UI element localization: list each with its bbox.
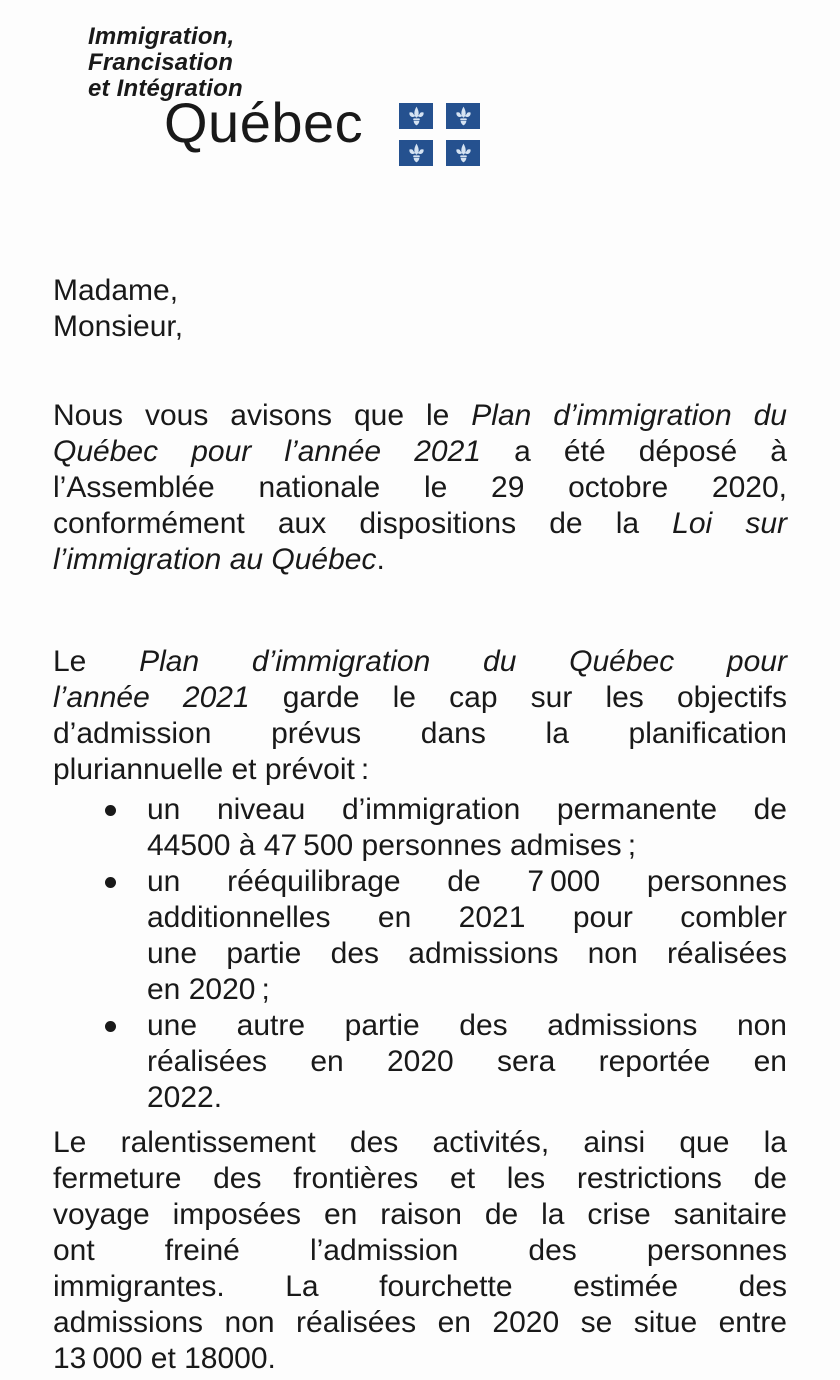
text-line bbox=[147, 936, 787, 972]
text-line bbox=[53, 1125, 787, 1161]
text-segment: pluriannuelle et prévoit : bbox=[53, 753, 370, 786]
bullet-marker bbox=[105, 877, 116, 888]
text-segment: a été déposé à bbox=[480, 435, 787, 468]
paragraph-3 bbox=[53, 1125, 787, 1377]
text-segment: . bbox=[376, 543, 385, 576]
text-segment: un rééquilibrage de 7 000 personnes bbox=[147, 865, 787, 898]
text-segment: 44500 à 47 500 personnes admises ; bbox=[147, 829, 637, 862]
text-segment: garde le cap sur les objectifs bbox=[249, 681, 787, 714]
bullet-marker bbox=[105, 1021, 116, 1032]
bullet-3 bbox=[53, 1008, 787, 1116]
text-line bbox=[53, 273, 787, 309]
text-segment: Le ralentissement des activités, ainsi que la bbox=[53, 1126, 787, 1159]
text-line bbox=[53, 644, 787, 680]
text-line bbox=[53, 752, 787, 788]
flag-quadrant bbox=[399, 140, 433, 166]
text-segment: additionnelles en 2021 pour combler bbox=[147, 901, 787, 934]
text-segment: ont freiné l’admission des personnes bbox=[53, 1234, 787, 1267]
text-line bbox=[147, 792, 787, 828]
paragraph-1 bbox=[53, 398, 787, 578]
text-segment: une partie des admissions non réalisées bbox=[147, 937, 787, 970]
text-segment: Plan d’immigration du Québec pour bbox=[139, 645, 787, 678]
text-segment: l’année 2021 bbox=[53, 681, 250, 714]
text-segment: en 2020 ; bbox=[147, 973, 270, 1006]
text-segment: Le bbox=[53, 645, 140, 678]
ministry-line-1: Immigration, bbox=[88, 23, 235, 50]
text-segment: Plan d’immigration du bbox=[471, 399, 787, 432]
text-line bbox=[53, 542, 787, 578]
text-segment: 13 000 et 18000. bbox=[53, 1342, 276, 1375]
text-segment: un niveau d’immigration permanente de bbox=[147, 793, 787, 826]
text-line bbox=[53, 398, 787, 434]
fleur-de-lis-icon bbox=[456, 106, 471, 126]
text-line bbox=[147, 864, 787, 900]
text-segment: 2022. bbox=[147, 1081, 223, 1114]
text-segment: une autre partie des admissions non bbox=[147, 1009, 787, 1042]
text-segment: conformément aux dispositions de la bbox=[53, 507, 673, 540]
salutation bbox=[53, 273, 787, 345]
text-line bbox=[53, 309, 787, 345]
text-line bbox=[147, 1008, 787, 1044]
quebec-flag-icon bbox=[399, 103, 480, 166]
ministry-line-2: Francisation bbox=[88, 49, 234, 76]
text-line bbox=[53, 1161, 787, 1197]
text-line bbox=[53, 434, 787, 470]
text-segment: Monsieur, bbox=[53, 310, 184, 343]
paragraph-2 bbox=[53, 644, 787, 788]
text-segment: Madame, bbox=[53, 274, 179, 307]
text-segment: voyage imposées en raison de la crise sanitaire bbox=[53, 1198, 787, 1231]
text-line bbox=[53, 716, 787, 752]
text-line bbox=[53, 470, 787, 506]
text-line bbox=[147, 972, 787, 1008]
text-line bbox=[53, 506, 787, 542]
text-line bbox=[147, 828, 787, 864]
bullet-2 bbox=[53, 864, 787, 1008]
text-line bbox=[53, 1233, 787, 1269]
fleur-de-lis-icon bbox=[409, 143, 424, 163]
text-segment: l’Assemblée nationale le 29 octobre 2020, bbox=[53, 471, 787, 504]
bullet-1 bbox=[53, 792, 787, 864]
text-segment: admissions non réalisées en 2020 se situe entre bbox=[53, 1306, 787, 1339]
text-line bbox=[53, 1305, 787, 1341]
text-line bbox=[53, 1341, 787, 1377]
text-line bbox=[53, 680, 787, 716]
flag-quadrant bbox=[446, 103, 480, 129]
flag-quadrant bbox=[399, 103, 433, 129]
text-line bbox=[147, 900, 787, 936]
text-line bbox=[147, 1080, 787, 1116]
fleur-de-lis-icon bbox=[409, 106, 424, 126]
letter-body bbox=[53, 273, 787, 1377]
ministry-line-3: et Intégration bbox=[88, 75, 243, 102]
text-segment: réalisées en 2020 sera reportée en bbox=[147, 1045, 787, 1078]
text-segment: Québec pour l’année 2021 bbox=[53, 435, 481, 468]
text-segment: immigrantes. La fourchette estimée des bbox=[53, 1270, 787, 1303]
text-segment: fermeture des frontières et les restrictions de bbox=[53, 1162, 787, 1195]
text-segment: Loi sur bbox=[672, 507, 787, 540]
flag-quadrant bbox=[446, 140, 480, 166]
quebec-wordmark: Québec bbox=[164, 91, 364, 154]
text-line bbox=[53, 1269, 787, 1305]
text-segment: d’admission prévus dans la planification bbox=[53, 717, 787, 750]
text-segment: Nous vous avisons que le bbox=[53, 399, 472, 432]
fleur-de-lis-icon bbox=[456, 143, 471, 163]
text-segment: l’immigration au Québec bbox=[53, 543, 377, 576]
text-line bbox=[147, 1044, 787, 1080]
text-line bbox=[53, 1197, 787, 1233]
bullet-marker bbox=[105, 805, 116, 816]
